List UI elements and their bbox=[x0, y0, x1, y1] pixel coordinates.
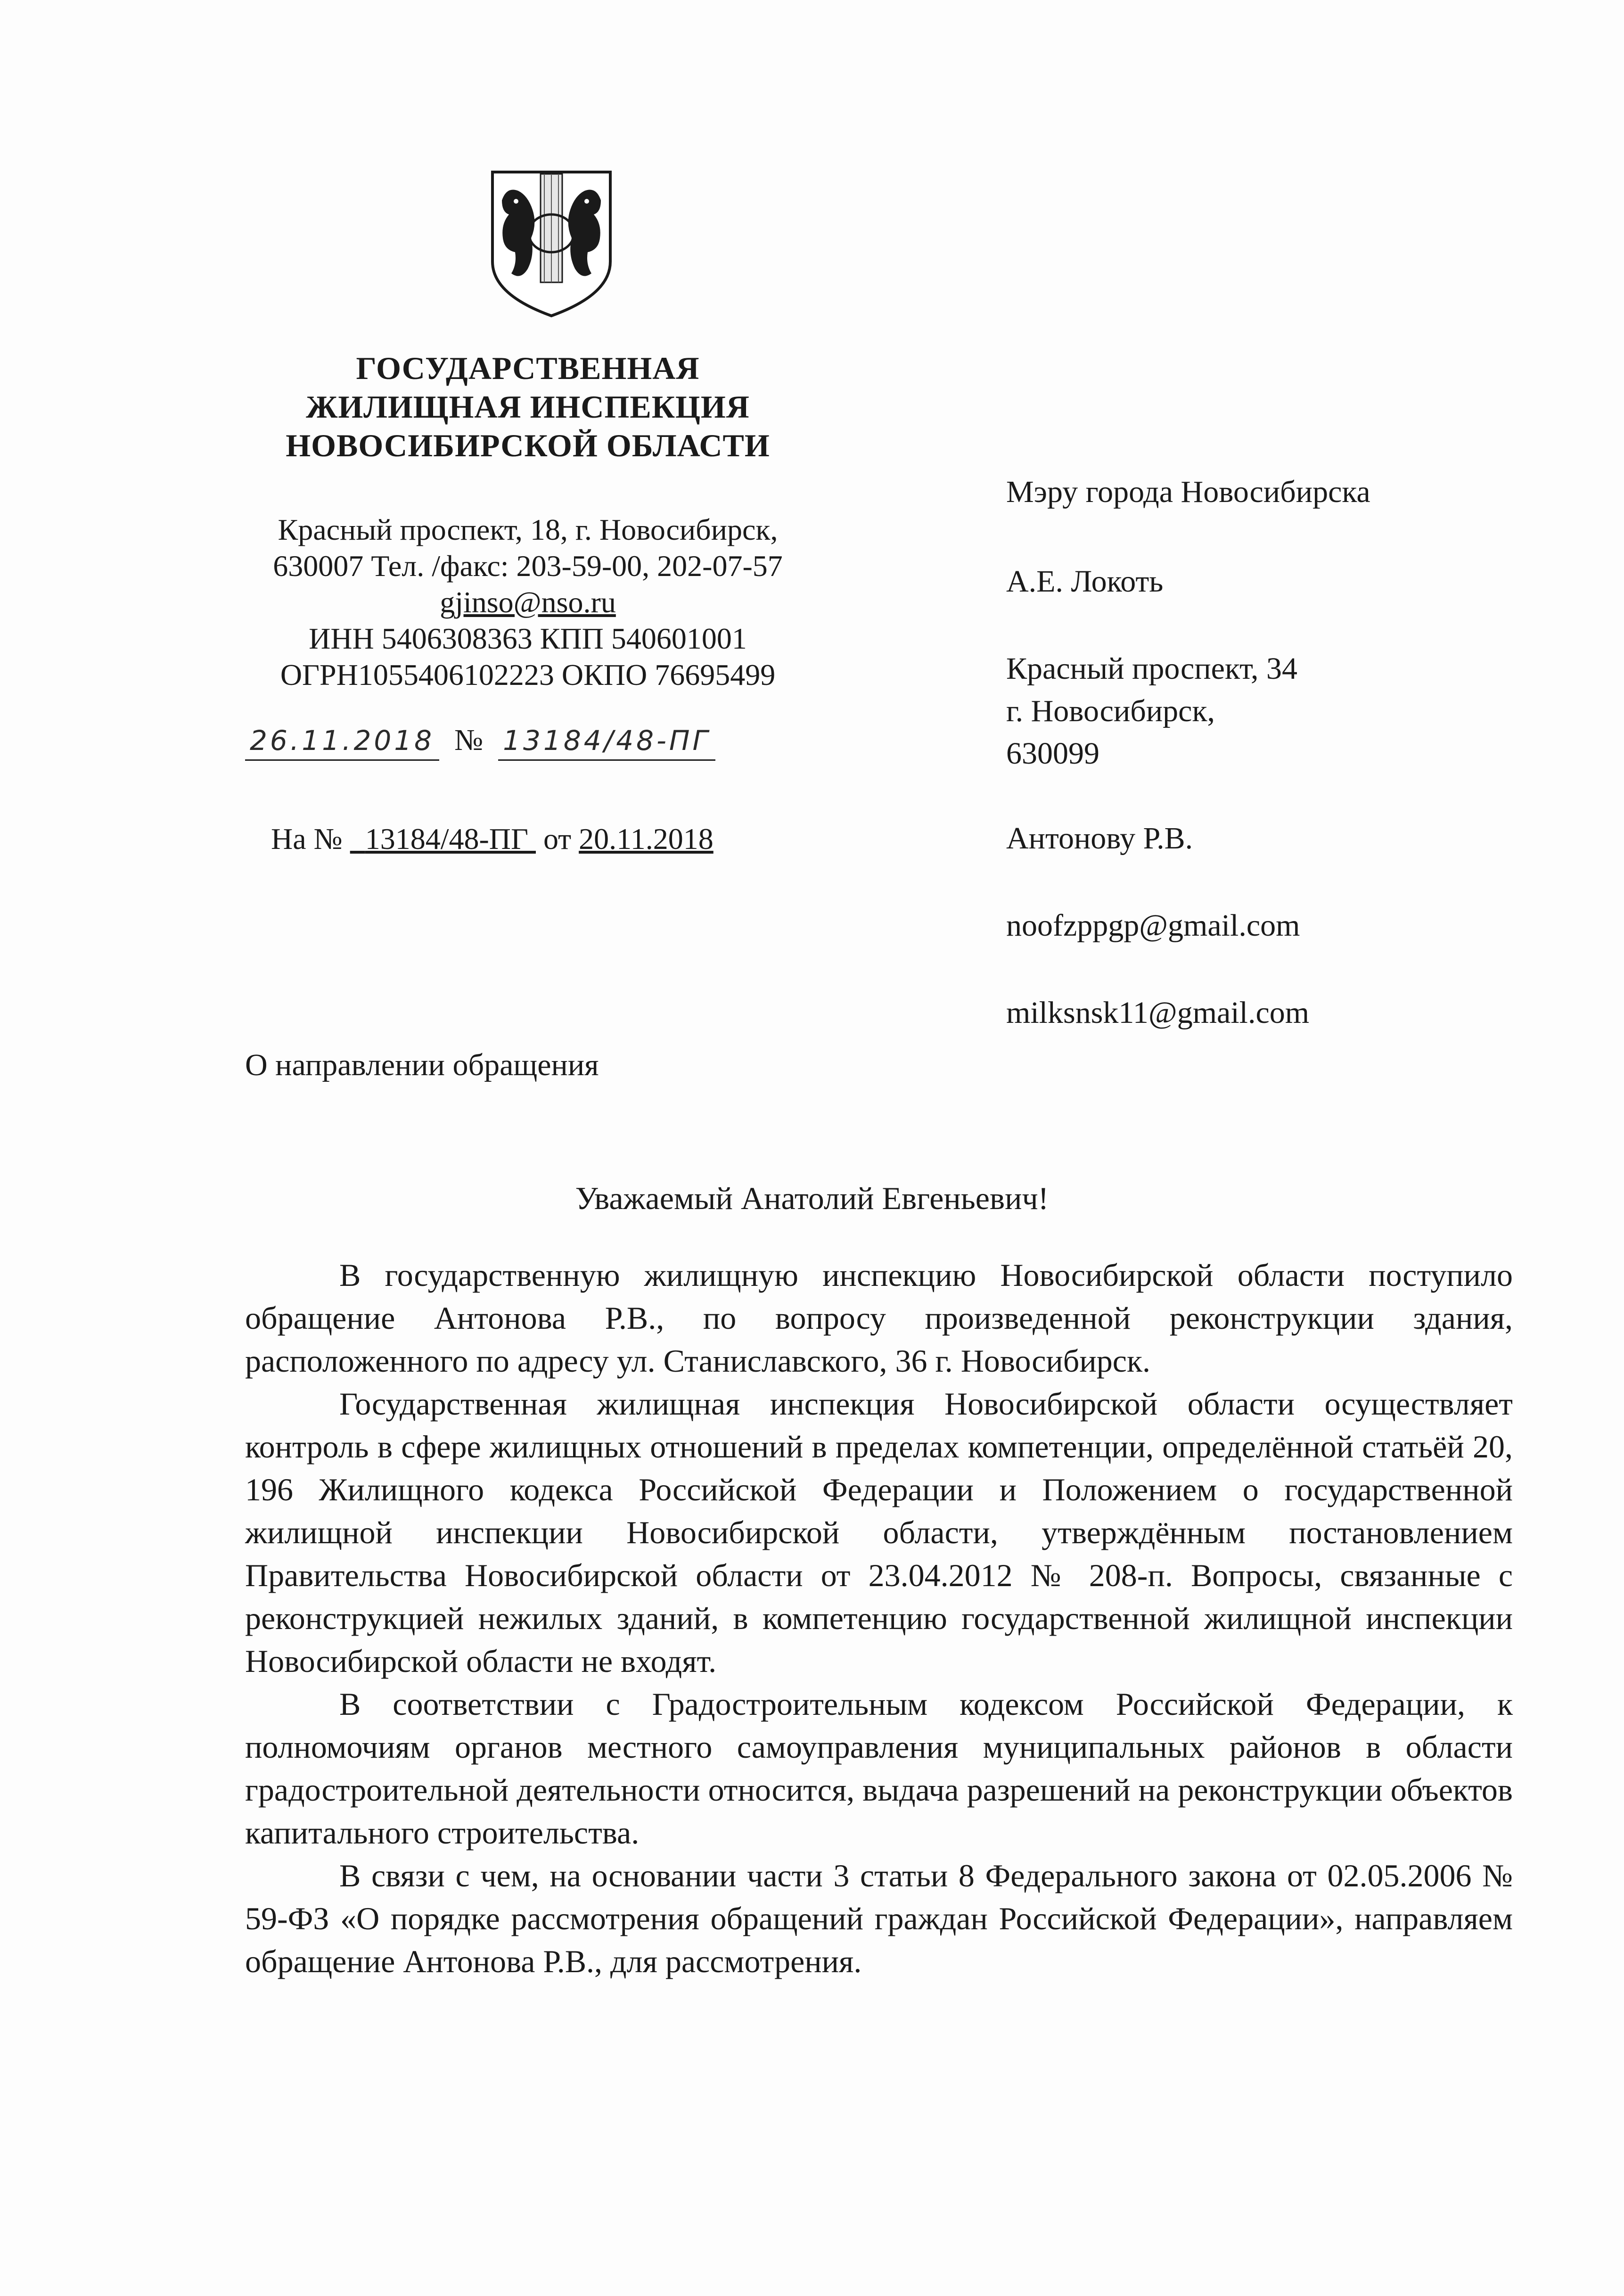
organization-name bbox=[245, 349, 811, 465]
recipient-email-1[interactable]: noofzppgp@gmail.com bbox=[1006, 908, 1300, 943]
body-paragraph-2: Государственная жилищная инспекция Новосибирской области осуществляет контроль в сфере жилищных отношений в пределах компетенции, определённой статьёй 20, 196 Жилищного кодекса Российской Федерации и Положением о государственной жилищной инспекции Новосибирской области, утверждённым постановлением Правительства Новосибирской области от 23.04.2012 № 208-п. Вопросы, связанные с реконструкцией нежилых зданий, в компетенцию государственной жилищной инспекции Новосибирской области не входят. bbox=[245, 1386, 1513, 1679]
org-address-line-2: 630007 Тел. /факс: 203-59-00, 202-07-57 bbox=[273, 549, 783, 583]
letter-subject: О направлении обращения bbox=[245, 1048, 599, 1082]
outgoing-number: 13184/48-ПГ bbox=[498, 722, 715, 761]
recipient-line-6: Антонову Р.В. bbox=[1006, 821, 1193, 856]
org-ogrn-okpo: ОГРН1055406102223 ОКПО 76695499 bbox=[280, 658, 776, 691]
body-paragraph-3: В соответствии с Градостроительным кодексом Российской Федерации, к полномочиям органов местного самоуправления муниципальных районов в области градостроительной деятельности относится, выдача разрешений на реконструкции объектов капитального строительства. bbox=[245, 1686, 1513, 1851]
outgoing-registration bbox=[245, 721, 848, 761]
outgoing-number-label: № bbox=[454, 723, 484, 757]
org-address-line-1: Красный проспект, 18, г. Новосибирск, bbox=[278, 513, 778, 546]
outgoing-date: 26.11.2018 bbox=[245, 722, 439, 761]
coat-of-arms-emblem bbox=[488, 167, 615, 318]
recipient-line-1: Мэру города Новосибирска bbox=[1006, 475, 1370, 509]
reference-prefix: На № bbox=[271, 822, 343, 856]
letter-body bbox=[245, 1254, 1513, 1983]
org-email-link[interactable]: gjinso@nso.ru bbox=[440, 585, 616, 619]
recipient-line-4: г. Новосибирск, bbox=[1006, 694, 1215, 728]
reference-number: 13184/48-ПГ bbox=[365, 822, 528, 856]
recipient-email-2[interactable]: milksnsk11@gmail.com bbox=[1006, 996, 1310, 1030]
body-paragraph-4: В связи с чем, на основании части 3 статьи 8 Федерального закона от 02.05.2006 № 59-ФЗ «О порядке рассмотрения обращений граждан Российской Федерации», направляем обращение Антонова Р.В., для рассмотрения. bbox=[245, 1858, 1513, 1979]
recipient-line-5: 630099 bbox=[1006, 736, 1099, 771]
reference-date: 20.11.2018 bbox=[579, 822, 714, 856]
org-name-line-3: НОВОСИБИРСКОЙ ОБЛАСТИ bbox=[286, 428, 770, 463]
salutation: Уважаемый Анатолий Евгеньевич! bbox=[575, 1180, 1049, 1216]
body-paragraph-1: В государственную жилищную инспекцию Новосибирской области поступило обращение Антонова Р.В., по вопросу произведенной реконструкции здания, расположенного по адресу ул. Станиславского, 36 г. Новосибирск. bbox=[245, 1257, 1513, 1379]
reference-from-label: от bbox=[543, 822, 572, 856]
org-name-line-1: ГОСУДАРСТВЕННАЯ bbox=[356, 350, 700, 386]
reference-line bbox=[271, 820, 714, 858]
recipient-line-3: Красный проспект, 34 bbox=[1006, 651, 1298, 686]
org-name-line-2: ЖИЛИЩНАЯ ИНСПЕКЦИЯ bbox=[306, 389, 750, 425]
org-inn-kpp: ИНН 5406308363 КПП 540601001 bbox=[309, 622, 747, 655]
organization-contacts bbox=[226, 511, 829, 693]
recipient-line-2: А.Е. Локоть bbox=[1006, 564, 1164, 599]
